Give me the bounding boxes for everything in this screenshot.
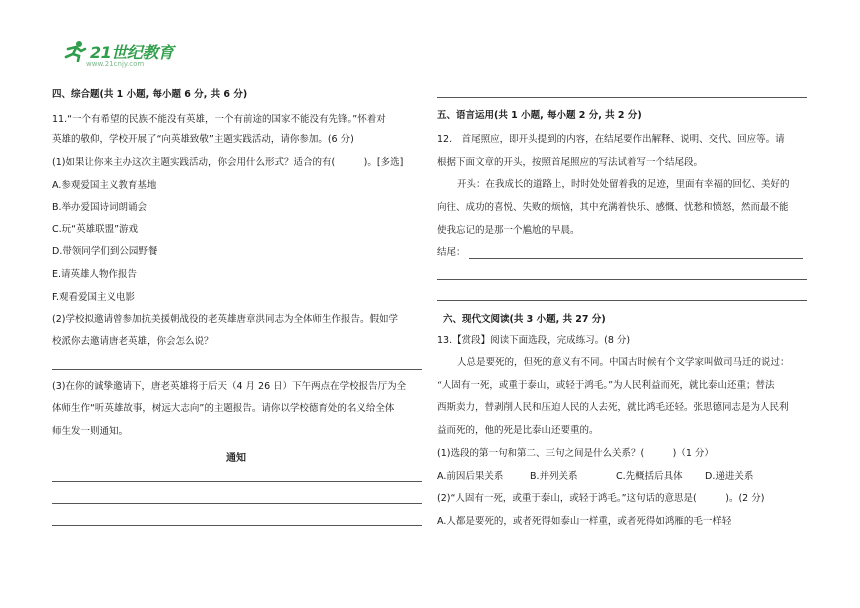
option-b: B.举办爱国诗词朗诵会 [52, 202, 148, 213]
q11-sub-2-line-2: 校派你去邀请唐老英雄，你会怎么说？ [52, 336, 214, 347]
runner-icon [62, 40, 88, 66]
q12-line-1: 12. 首尾照应，即开头提到的内容，在结尾要作出解释、说明、交代、回应等。请 [437, 134, 785, 145]
option-e: E.请英雄人物作报告 [52, 269, 138, 280]
answer-line [437, 97, 807, 98]
notice-title: 通知 [226, 453, 246, 464]
logo [62, 38, 172, 72]
option-d: D.带领同学们到公园野餐 [52, 246, 158, 257]
opening-line-2: 向往、成功的喜悦、失败的烦恼，其中充满着快乐、感慨、忧愁和愤怒，然而最不能 [437, 202, 789, 213]
ending-label: 结尾： [437, 247, 466, 258]
opening-line-3: 使我忘记的是那一个尴尬的早晨。 [437, 225, 580, 236]
q13-1-option-a: A.前因后果关系 [437, 471, 504, 482]
logo-brand: 21世纪教育 [90, 43, 174, 62]
q13-sub-1: (1)选段的第一句和第二、三句之间是什么关系？( )（1 分） [437, 448, 714, 459]
q11-sub-1: (1)如果让你来主办这次主题实践活动，你会用什么形式？适合的有( )。[多选] [52, 157, 404, 168]
q11-line-2: 英雄的敬仰，学校开展了“向英雄致敬”主题实践活动，请你参加。(6 分) [52, 134, 354, 145]
q13-heading: 13.【赏段】阅读下面选段，完成练习。(8 分) [437, 335, 631, 346]
passage-line-2: “人固有一死，或重于泰山，或轻于鸿毛。”为人民利益而死，就比泰山还重；替法 [437, 380, 775, 391]
section-4-title: 四、综合题(共 1 小题, 每小题 6 分, 共 6 分) [52, 89, 248, 100]
q11-line-1: 11.“一个有希望的民族不能没有英雄，一个有前途的国家不能没有先锋。”怀着对 [52, 114, 386, 125]
q12-line-2: 根据下面文章的开头，按照首尾照应的写法试着写一个结尾段。 [437, 157, 704, 168]
q13-2-option-a: A.人都是要死的，或者死得如泰山一样重，或者死得如鸿雁的毛一样轻 [437, 516, 732, 527]
logo-url: www.21cnjy.com [86, 60, 145, 68]
answer-line [52, 525, 422, 526]
q11-sub-3-line-1: (3)在你的诚挚邀请下，唐老英雄将于后天（4 月 26 日）下午两点在学校报告厅为全 [52, 381, 407, 392]
q13-1-option-d: D.递进关系 [705, 471, 754, 482]
option-c: C.玩“英雄联盟”游戏 [52, 224, 138, 235]
answer-line [52, 481, 422, 482]
section-6-title: 六、现代文阅读(共 3 小题, 共 27 分) [443, 314, 606, 325]
opening-line-1: 开头：在我成长的道路上，时时处处留着我的足迹，里面有幸福的回忆、美好的 [457, 179, 790, 190]
q11-sub-3-line-2: 体师生作“听英雄故事，树远大志向”的主题报告。请你以学校德育处的名义给全体 [52, 403, 395, 414]
answer-line [437, 279, 807, 280]
q11-sub-2-line-1: (2)学校拟邀请曾参加抗美援朝战役的老英雄唐章洪同志为全体师生作报告。假如学 [52, 314, 398, 325]
answer-line [52, 503, 422, 504]
answer-line [469, 258, 803, 259]
q13-1-option-b: B.并列关系 [530, 471, 578, 482]
answer-line [437, 300, 807, 301]
q13-sub-2: (2)“人固有一死，或重于泰山，或轻于鸿毛。”这句话的意思是( )。(2 分) [437, 493, 765, 504]
passage-line-3: 西斯卖力，替剥削人民和压迫人民的人去死，就比鸿毛还轻。张思德同志是为人民利 [437, 402, 789, 413]
option-f: F.观看爱国主义电影 [52, 292, 135, 303]
passage-line-4: 益而死的，他的死是比泰山还要重的。 [437, 425, 599, 436]
q11-sub-3-line-3: 师生发一则通知。 [52, 426, 129, 437]
q13-1-option-c: C.先概括后具体 [616, 471, 683, 482]
section-5-title: 五、语言运用(共 1 小题, 每小题 2 分, 共 2 分) [437, 110, 642, 121]
option-a: A.参观爱国主义教育基地 [52, 180, 157, 191]
passage-line-1: 人总是要死的，但死的意义有不同。中国古时候有个文学家叫做司马迁的说过： [457, 357, 790, 368]
answer-line [52, 369, 422, 370]
